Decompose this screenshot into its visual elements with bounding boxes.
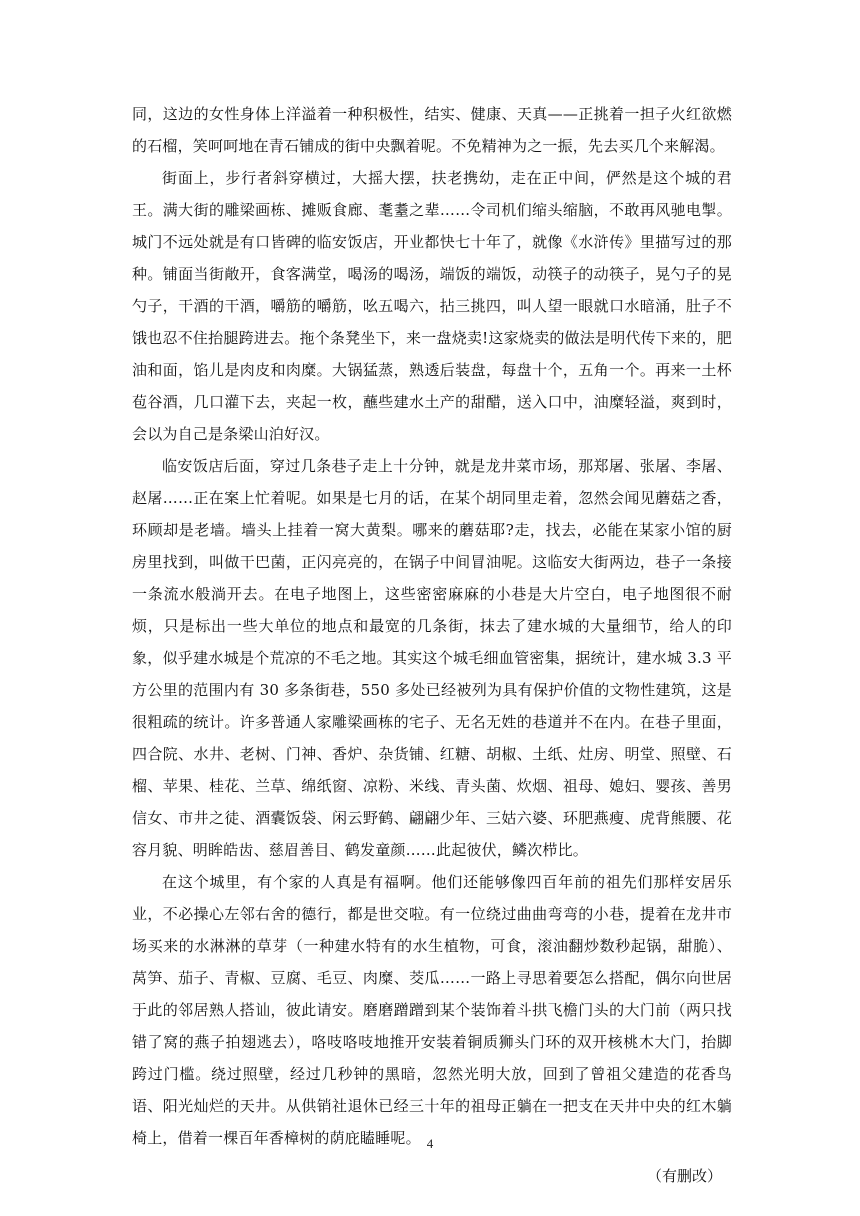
paragraph-street: 街面上，步行者斜穿横过，大摇大摆，扶老携幼，走在正中间，俨然是这个城的君王。满大街的雕梁画栋、摊贩食廊、耄耋之辈……令司机们缩头缩脑，不敢再风驰电掣。城门不远处就是有口皆碑的临安饭店，开业都快七十年了，就像《水浒传》里描写过的那种。铺面当街敞开，食客满堂，喝汤的喝汤，端饭的端饭，动筷子的动筷子，晃勺子的晃勺子，干酒的干酒，嚼筋的嚼筋，吆五喝六，拈三挑四，叫人望一眼就口水暗涌，肚子不饿也忍不住抬腿跨进去。拖个条凳坐下，来一盘烧卖!这家烧卖的做法是明代传下来的，肥油和面，馅儿是肉皮和肉糜。大锅猛蒸，熟透后装盘，每盘十个，五角一个。再来一土杯苞谷酒，几口灌下去，夹起一枚，蘸些建水土产的甜醋，送入口中，油糜轻溢，爽到时，会以为自己是条梁山泊好汉。 xyxy=(132,169,732,443)
paragraph-alleys: 临安饭店后面，穿过几条巷子走上十分钟，就是龙井菜市场，那郑屠、张屠、李屠、赵屠……正在案上忙着呢。如果是七月的话，在某个胡同里走着，忽然会闻见蘑菇之香，环顾却是老墙。墙头上挂着一窝大黄梨。哪来的蘑菇耶?走，找去，必能在某家小馆的厨房里找到，叫做干巴菌，正闪亮亮的，在锅子中间冒油呢。这临安大街两边，巷子一条接一条流水般淌开去。在电子地图上，这些密密麻麻的小巷是大片空白，电子地图很不耐烦，只是标出一些大单位的地点和最宽的几条街，抹去了建水城的大量细节，给人的印象，似乎建水城是个荒凉的不毛之地。其实这个城毛细血管密集，据统计，建水城 3.3 平方公里的范围内有 30 多条街巷，550 多处已经被列为具有保护价值的文物性建筑，这是很粗疏的统计。许多普通人家雕梁画栋的宅子、无名无姓的巷道并不在内。在巷子里面，四合院、水井、老树、门神、香炉、杂货铺、红糖、胡椒、土纸、灶房、明堂、照壁、石榴、苹果、桂花、兰草、绵纸窗、凉粉、米线、青头菌、炊烟、祖母、媳妇、婴孩、善男信女、市井之徒、酒囊饭袋、闲云野鹤、翩翩少年、三姑六婆、环肥燕瘦、虎背熊腰、花容月貌、明眸皓齿、慈眉善目、鹤发童颜……此起彼伏，鳞次栉比。 xyxy=(132,457,732,859)
paragraph-home: 在这个城里，有个家的人真是有福啊。他们还能够像四百年前的祖先们那样安居乐业，不必操心左邻右舍的德行，都是世交啦。有一位绕过曲曲弯弯的小巷，提着在龙井市场买来的水淋淋的草芽（一种建水特有的水生植物，可食，滚油翻炒数秒起锅，甜脆）、莴笋、茄子、青椒、豆腐、毛豆、肉糜、茭瓜……一路上寻思着要怎么搭配，偶尔向世居于此的邻居熟人搭讪，彼此请安。磨磨蹭蹭到某个装饰着斗拱飞檐门头的大门前（两只找错了窝的燕子拍翅逃去），咯吱咯吱地推开安装着铜质狮头门环的双开核桃木大门，抬脚跨过门槛。绕过照壁，经过几秒钟的黑暗，忽然光明大放，回到了曾祖父建造的花香鸟语、阳光灿烂的天井。从供销社退休已经三十年的祖母正躺在一把支在天井中央的红木躺椅上，借着一棵百年香樟树的荫庇瞌睡呢。 xyxy=(132,873,732,1147)
article-body xyxy=(132,98,732,1192)
page-number: 4 xyxy=(426,1136,434,1151)
source-note: （有删改） xyxy=(646,1167,722,1185)
paragraph-continuation: 同，这边的女性身体上洋溢着一种积极性，结实、健康、天真——正挑着一担子火红欲燃的石榴，笑呵呵地在青石铺成的街中央飘着呢。不免精神为之一振，先去买几个来解渴。 xyxy=(132,105,732,155)
